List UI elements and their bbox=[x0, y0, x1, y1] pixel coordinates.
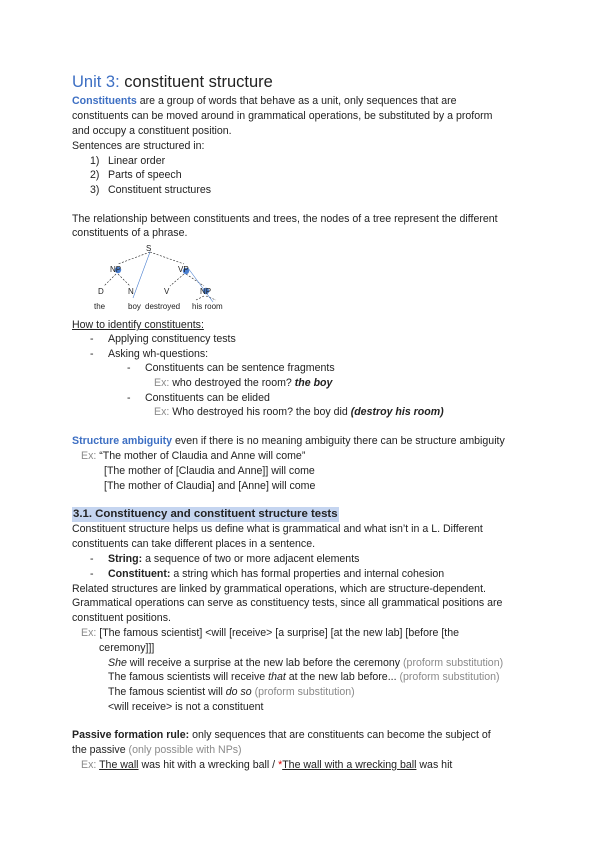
section-line-1: Constituent structure helps us define what is grammatical and what isn’t in a L. Different bbox=[72, 523, 483, 535]
intro-line-2: constituents can be moved around in grammatical operations, be substituted by a proform bbox=[72, 110, 493, 122]
ambiguity-parse-2: [The mother of Claudia] and [Anne] will come bbox=[104, 480, 316, 492]
ambiguity-parse-1: [The mother of [Claudia and Anne]] will come bbox=[104, 465, 315, 477]
relationship-line-1: The relationship between constituents and trees, the nodes of a tree represent the different bbox=[72, 213, 498, 225]
title-unit: Unit 3: bbox=[72, 73, 120, 91]
relationship-line-2: constituents of a phrase. bbox=[72, 227, 188, 239]
term-passive-rule: Passive formation rule: bbox=[72, 729, 190, 741]
identify-bullet-2: - Asking wh-questions: bbox=[90, 348, 209, 360]
passive-line-2: the passive (only possible with NPs) bbox=[72, 744, 242, 756]
identify-example-1: Ex: who destroyed the room? the boy bbox=[154, 377, 333, 389]
passive-line-1: Passive formation rule: only sequences that are constituents can become the subject of bbox=[72, 729, 491, 741]
list-item-3: 3) Constituent structures bbox=[90, 184, 212, 196]
list-item-1: 1) Linear order bbox=[90, 155, 166, 167]
section-line-5: constituent positions. bbox=[72, 612, 171, 624]
section-example-1: Ex: [The famous scientist] <will [receive> [a surprise] [at the new lab] [before [the bbox=[81, 627, 460, 639]
tree-label-n: N bbox=[128, 287, 134, 296]
passive-example: Ex: The wall was hit with a wrecking ball / *The wall with a wrecking ball was hit bbox=[81, 759, 453, 771]
sentence-not-constituent: <will receive> is not a constituent bbox=[108, 701, 264, 713]
identify-sub-1: - Constituents can be sentence fragments bbox=[127, 362, 335, 374]
section-line-3: Related structures are linked by grammatical operations, which are structure-dependent. bbox=[72, 583, 486, 595]
term-structure-ambiguity: Structure ambiguity bbox=[72, 435, 173, 447]
tree-label-s: S bbox=[146, 244, 152, 253]
tree-word-boy: boy bbox=[128, 302, 141, 311]
sentence-that: The famous scientists will receive that at the new lab before... (proform substitution) bbox=[108, 671, 500, 683]
intro-line-3: and occupy a constituent position. bbox=[72, 125, 232, 137]
section-line-4: Grammatical operations can serve as constituency tests, since all grammatical positions are bbox=[72, 597, 503, 609]
tree-label-np2: NP bbox=[200, 287, 212, 296]
ambiguity-line: Structure ambiguity even if there is no meaning ambiguity there can be structure ambiguity bbox=[72, 435, 505, 447]
identify-example-2: Ex: Who destroyed his room? the boy did (destroy his room) bbox=[154, 406, 444, 418]
sentence-she: She will receive a surprise at the new lab before the ceremony (proform substitution) bbox=[108, 657, 504, 669]
list-item-2: 2) Parts of speech bbox=[90, 169, 182, 181]
identify-heading: How to identify constituents: bbox=[72, 319, 204, 331]
term-constituents: Constituents bbox=[72, 95, 137, 107]
section-line-2: constituents can take different places in a sentence. bbox=[72, 538, 316, 550]
identify-sub-2: - Constituents can be elided bbox=[127, 392, 270, 404]
sentence-do-so: The famous scientist will do so (proform substitution) bbox=[108, 686, 355, 698]
page-title bbox=[72, 72, 273, 92]
tree-word-the: the bbox=[94, 302, 106, 311]
tree-label-vp: VP bbox=[178, 265, 189, 274]
identify-bullet-1: - Applying constituency tests bbox=[90, 333, 236, 345]
section-example-2: ceremony]]] bbox=[99, 642, 155, 654]
definition-constituent: - Constituent: a string which has formal properties and internal cohesion bbox=[90, 568, 445, 580]
tree-word-his-room: his room bbox=[192, 302, 223, 311]
section-heading: 3.1. Constituency and constituent structure tests bbox=[73, 508, 338, 520]
definition-string: - String: a sequence of two or more adjacent elements bbox=[90, 553, 360, 565]
title-text: constituent structure bbox=[119, 73, 273, 91]
tree-label-np: NP bbox=[110, 265, 122, 274]
ambiguity-example: Ex: “The mother of Claudia and Anne will come” bbox=[81, 450, 306, 462]
constituent-tree bbox=[88, 240, 238, 315]
tree-label-d: D bbox=[98, 287, 104, 296]
tree-word-destroyed: destroyed bbox=[145, 302, 181, 311]
tree-label-v: V bbox=[164, 287, 170, 296]
intro-line-1: Constituents are a group of words that behave as a unit, only sequences that are bbox=[72, 95, 457, 107]
intro-line-4: Sentences are structured in: bbox=[72, 140, 205, 152]
